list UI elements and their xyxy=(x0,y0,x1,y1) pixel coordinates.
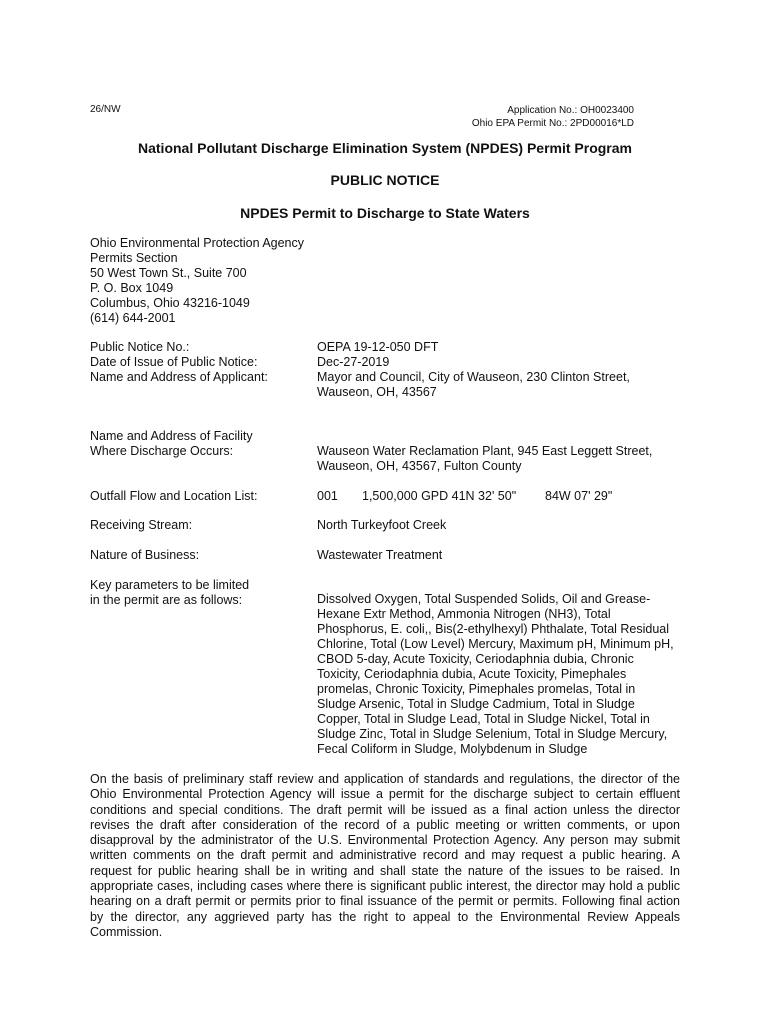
agency-line: (614) 644-2001 xyxy=(90,311,176,325)
applicant-value: Mayor and Council, City of Wauseon, 230 Clinton Street, xyxy=(317,370,630,384)
param-line: CBOD 5-day, Acute Toxicity, Ceriodaphnia dubia, Chronic xyxy=(317,652,634,666)
param-line: Dissolved Oxygen, Total Suspended Solids, Oil and Grease- xyxy=(317,592,651,606)
paragraph-line: Ohio Environmental Protection Agency will issue a permit for the discharge subject to certain effluent xyxy=(90,787,680,802)
facility-label-line2: Where Discharge Occurs: xyxy=(90,444,234,458)
region-code: 26/NW xyxy=(90,104,121,115)
paragraph-line: On the basis of preliminary staff review and application of standards and regulations, the director of the xyxy=(90,772,680,786)
application-number: Application No.: OH0023400 xyxy=(507,105,634,116)
param-line: Phosphorus, E. coli,, Bis(2-ethylhexyl) Phthalate, Total Residual xyxy=(317,622,670,636)
key-parameters-list xyxy=(317,592,677,757)
paragraph-line: hearing on a draft permit or permits prior to final issuance of the permit or permits. Following final action xyxy=(90,894,680,909)
facility-label: Name and Address of Facility xyxy=(90,429,253,443)
outfall-flow-latitude: 1,500,000 GPD 41N 32' 50" xyxy=(362,489,517,503)
agency-line: Ohio Environmental Protection Agency xyxy=(90,236,305,250)
paragraph-line: disapproval by the administrator of the U.S. Environmental Protection Agency. Any person may submit xyxy=(90,833,680,848)
param-line: Fecal Coliform in Sludge, Molybdenum in Sludge xyxy=(317,742,588,756)
applicant-value-line2: Wauseon, OH, 43567 xyxy=(317,385,437,399)
header-ids xyxy=(472,104,634,130)
applicant-label: Name and Address of Applicant: xyxy=(90,370,268,384)
param-line: Hexane Extr Method, Ammonia Nitrogen (NH3), Total xyxy=(317,607,611,621)
business-value: Wastewater Treatment xyxy=(317,548,443,562)
param-line: Toxicity, Ceriodaphnia dubia, Acute Toxicity, Pimephales xyxy=(317,667,627,681)
stream-value: North Turkeyfoot Creek xyxy=(317,518,447,532)
agency-address xyxy=(90,236,304,326)
date-value: Dec-27-2019 xyxy=(317,355,390,369)
date-label: Date of Issue of Public Notice: xyxy=(90,355,258,369)
agency-line: Permits Section xyxy=(90,251,178,265)
param-line: Copper, Total in Sludge Lead, Total in Sludge Nickel, Total in xyxy=(317,712,650,726)
facility-value-line2: Wauseon, OH, 43567, Fulton County xyxy=(317,459,522,473)
params-label: Key parameters to be limited xyxy=(90,578,250,592)
agency-line: 50 West Town St., Suite 700 xyxy=(90,266,247,280)
params-label-line2: in the permit are as follows: xyxy=(90,593,243,607)
outfall-label: Outfall Flow and Location List: xyxy=(90,489,258,503)
business-label: Nature of Business: xyxy=(90,548,200,562)
stream-label: Receiving Stream: xyxy=(90,518,193,532)
param-line: Sludge Arsenic, Total in Sludge Cadmium, Total in Sludge xyxy=(317,697,635,711)
permit-title: NPDES Permit to Discharge to State Waters xyxy=(240,205,530,221)
public-notice-label: Public Notice No.: xyxy=(90,340,190,354)
public-notice-value: OEPA 19-12-050 DFT xyxy=(317,340,439,354)
paragraph-line: conditions and special conditions. The draft permit will be issued as a final action unless the director xyxy=(90,802,680,817)
paragraph-line: by the director, any aggrieved party has the right to appeal to the Environmental Review Appeals xyxy=(90,909,680,924)
outfall-number: 001 xyxy=(317,489,338,503)
paragraph-line: written comments on the draft permit and administrative record and may request a public hearing. A xyxy=(90,848,680,863)
facility-value: Wauseon Water Reclamation Plant, 945 East Leggett Street, xyxy=(317,444,653,458)
notice-paragraph xyxy=(90,772,680,940)
agency-line: Columbus, Ohio 43216-1049 xyxy=(90,296,250,310)
paragraph-line: request for public hearing shall be in writing and shall state the nature of the issues to be raised. In xyxy=(90,863,680,878)
notice-title: PUBLIC NOTICE xyxy=(330,172,440,188)
outfall-longitude: 84W 07' 29" xyxy=(545,489,613,503)
paragraph-line: revises the draft after consideration of the record of a public meeting or written comments, or upon xyxy=(90,817,680,832)
program-title: National Pollutant Discharge Elimination System (NPDES) Permit Program xyxy=(138,140,632,156)
agency-line: P. O. Box 1049 xyxy=(90,281,174,295)
param-line: promelas, Chronic Toxicity, Pimephales promelas, Total in xyxy=(317,682,636,696)
paragraph-line: appropriate cases, including cases where there is significant public interest, the director may hold a public xyxy=(90,879,680,894)
paragraph-line: Commission. xyxy=(90,924,163,939)
param-line: Chlorine, Total (Low Level) Mercury, Maximum pH, Minimum pH, xyxy=(317,637,674,651)
param-line: Sludge Zinc, Total in Sludge Selenium, Total in Sludge Mercury, xyxy=(317,727,668,741)
permit-number: Ohio EPA Permit No.: 2PD00016*LD xyxy=(471,118,634,129)
